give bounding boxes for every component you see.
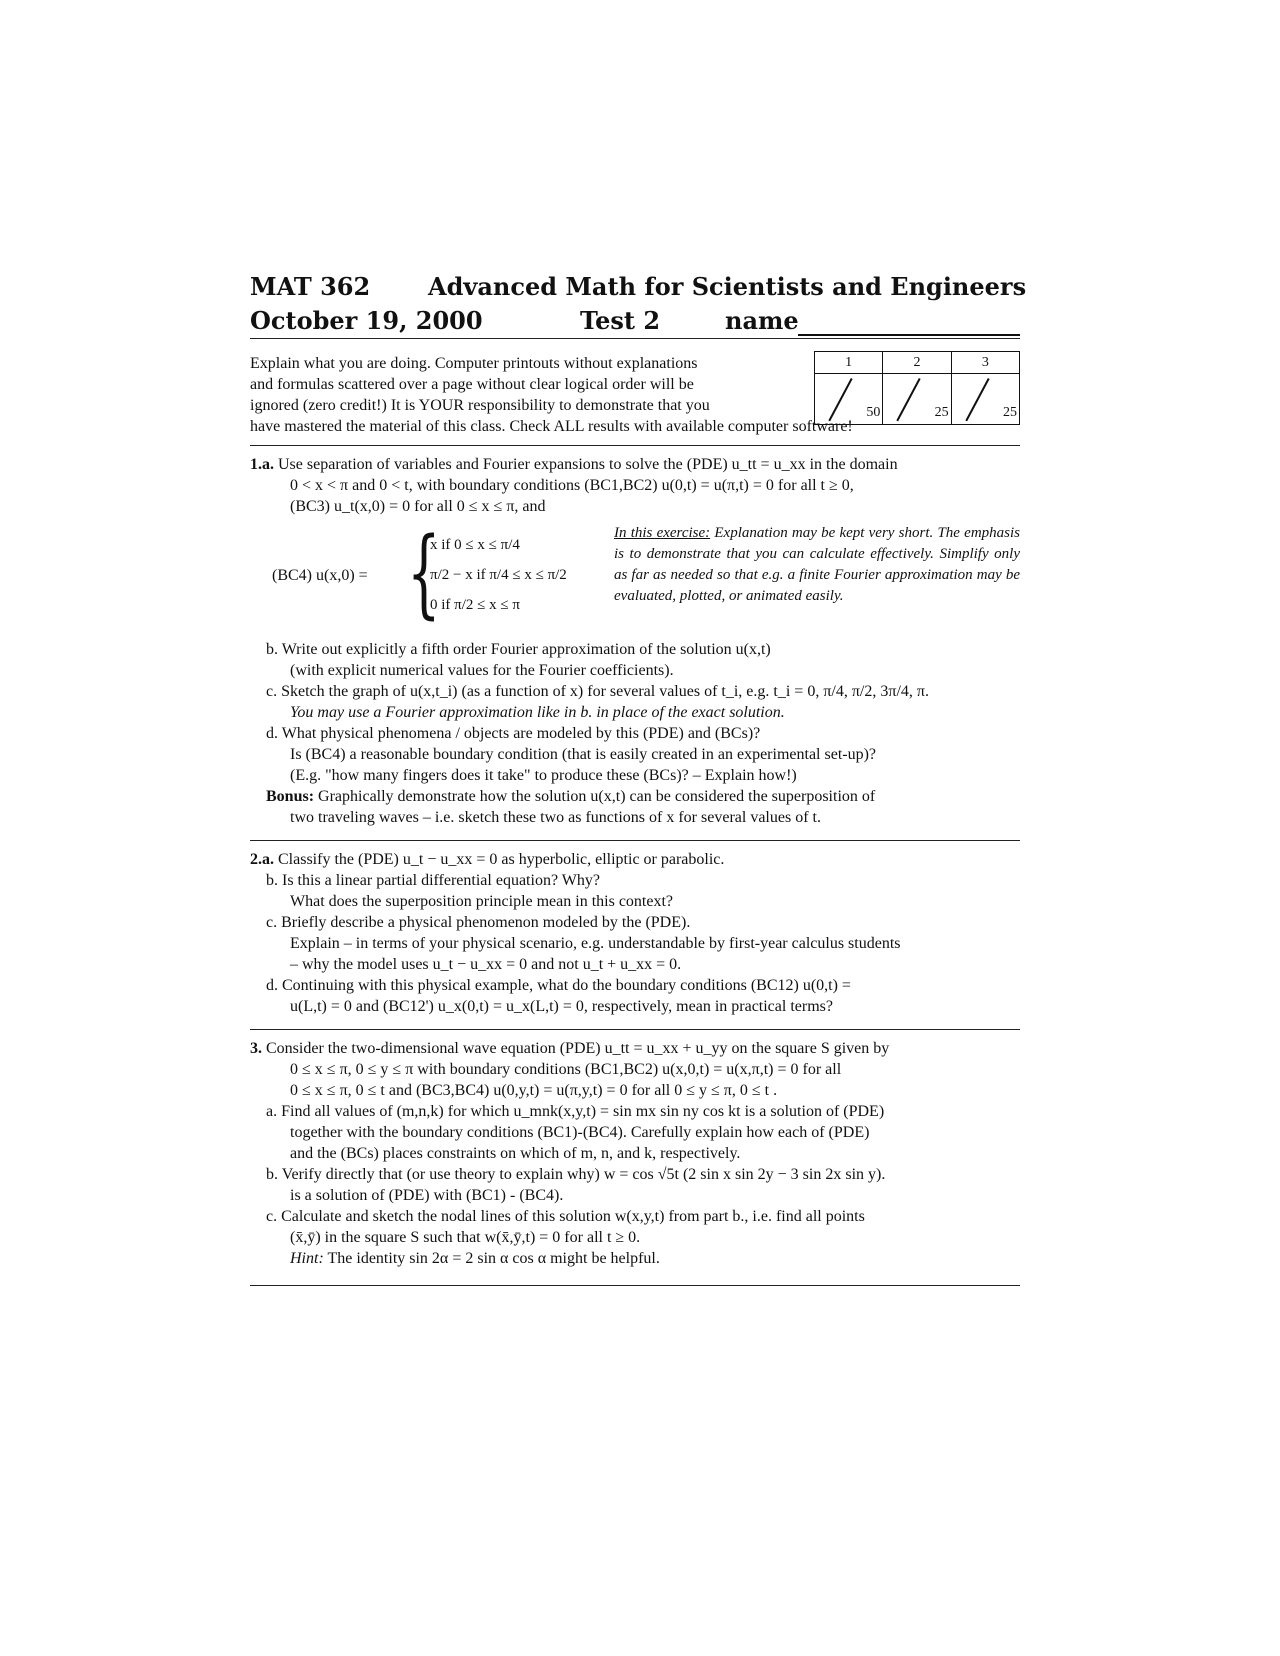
q1a-line-2: 0 < x < π and 0 < t, with boundary conditions (BC1,BC2) u(0,t) = u(π,t) = 0 for all t ≥ 0, (290, 477, 854, 494)
q2c-line-2: Explain – in terms of your physical scenario, e.g. understandable by first-year calculus students (290, 935, 901, 952)
q3-line-3: 0 ≤ x ≤ π, 0 ≤ t and (BC3,BC4) u(0,y,t) = u(π,y,t) = 0 for all 0 ≤ y ≤ π, 0 ≤ t . (290, 1082, 778, 1099)
bc4-case-1: x if 0 ≤ x ≤ π/4 (430, 537, 520, 553)
exercise-note (614, 523, 1020, 607)
q1d-line-2: Is (BC4) a reasonable boundary condition (that is easily created in an experimental set-up)? (290, 746, 877, 763)
q3-line-2: 0 ≤ x ≤ π, 0 ≤ y ≤ π with boundary conditions (BC1,BC2) u(x,0,t) = u(x,π,t) = 0 for all (290, 1061, 842, 1078)
intro-line-4: have mastered the material of this class. Check ALL results with available computer software! (250, 418, 853, 435)
q1a-line-1: Use separation of variables and Fourier expansions to solve the (PDE) u_tt = u_xx in the domain (278, 456, 898, 473)
q1b-line-1: Write out explicitly a fifth order Fourier approximation of the solution u(x,t) (281, 641, 771, 658)
course-code: MAT 362 (250, 272, 371, 301)
q3c-label: c. (266, 1208, 278, 1225)
q1b-line-2: (with explicit numerical values for the Fourier coefficients). (290, 662, 674, 679)
q2c-line-1: Briefly describe a physical phenomenon modeled by the (PDE). (281, 914, 691, 931)
hint-label: Hint: (290, 1250, 324, 1267)
name-field[interactable] (798, 304, 1020, 336)
score-cell-2[interactable] (883, 374, 951, 425)
exam-date: October 19, 2000 (250, 306, 483, 335)
q1d-line-3: (E.g. "how many fingers does it take" to produce these (BCs)? – Explain how!) (290, 767, 797, 784)
bonus-label: Bonus: (266, 788, 315, 805)
header-row-2 (250, 304, 1020, 338)
bc4-definition (250, 517, 1020, 631)
q2d-line-1: Continuing with this physical example, what do the boundary conditions (BC12) u(0,t) = (282, 977, 851, 994)
divider-2 (250, 840, 1020, 841)
intro-line-1: Explain what you are doing. Computer printouts without explanations (250, 355, 698, 372)
q2a-label: 2.a. (250, 851, 274, 868)
q2a-line-1: Classify the (PDE) u_t − u_xx = 0 as hyperbolic, elliptic or parabolic. (278, 851, 725, 868)
q2b-line-2: What does the superposition principle mean in this context? (290, 893, 674, 910)
question-3 (250, 1038, 1020, 1269)
score-header-3: 3 (951, 352, 1019, 374)
bonus-line-2: two traveling waves – i.e. sketch these two as functions of x for several values of t. (290, 809, 821, 826)
score-cell-3[interactable] (951, 374, 1019, 425)
score-header-1: 1 (815, 352, 883, 374)
exam-page (250, 270, 1027, 1286)
q1a-line-3: (BC3) u_t(x,0) = 0 for all 0 ≤ x ≤ π, and (290, 498, 546, 515)
bc4-case-3: 0 if π/2 ≤ x ≤ π (430, 597, 520, 613)
left-brace-icon: { (407, 517, 441, 629)
q1c-line-1: Sketch the graph of u(x,t_i) (as a function of x) for several values of t_i, e.g. t_i = 0, π/4, π/2, 3π/4, π. (281, 683, 929, 700)
divider-1 (250, 445, 1020, 446)
q3-line-1: Consider the two-dimensional wave equation (PDE) u_tt = u_xx + u_yy on the square S given by (266, 1040, 890, 1057)
q3c-line-1: Calculate and sketch the nodal lines of this solution w(x,y,t) from part b., i.e. find all points (281, 1208, 865, 1225)
intro-line-2: and formulas scattered over a page without clear logical order will be (250, 376, 694, 393)
hint-text: The identity sin 2α = 2 sin α cos α might be helpful. (327, 1250, 660, 1267)
bc4-case-2: π/2 − x if π/4 ≤ x ≤ π/2 (430, 567, 567, 583)
q1a-label: 1.a. (250, 456, 274, 473)
question-2 (250, 849, 1020, 1017)
max-points-1: 50 (866, 405, 881, 420)
course-title: Advanced Math for Scientists and Engineers (428, 272, 1027, 301)
q1b-label: b. (266, 641, 278, 658)
bonus-line-1: Graphically demonstrate how the solution u(x,t) can be considered the superposition of (318, 788, 876, 805)
divider-3 (250, 1029, 1020, 1030)
instructions (250, 353, 1020, 437)
q3a-label: a. (266, 1103, 278, 1120)
q2b-line-1: Is this a linear partial differential equation? Why? (282, 872, 600, 889)
q2d-label: d. (266, 977, 278, 994)
q1c-label: c. (266, 683, 278, 700)
q1c-line-2: You may use a Fourier approximation like in b. in place of the exact solution. (290, 704, 785, 721)
q3b-label: b. (266, 1166, 278, 1183)
bc4-label: (BC4) u(x,0) = (272, 567, 368, 584)
q2c-line-3: – why the model uses u_t − u_xx = 0 and not u_t + u_xx = 0. (290, 956, 682, 973)
score-cell-1[interactable] (815, 374, 883, 425)
q3-label: 3. (250, 1040, 262, 1057)
score-table (814, 351, 1020, 425)
q1d-label: d. (266, 725, 278, 742)
max-points-3: 25 (1003, 405, 1017, 420)
q3b-line-2: is a solution of (PDE) with (BC1) - (BC4). (290, 1187, 564, 1204)
header-row-1 (250, 270, 1027, 304)
note-body: Explanation may be kept very short. The emphasis is to demonstrate that you can calculate effectively. Simplify only as far as needed so that e.g. a finite Fourier approximation may be evaluated, plotted, or animated easily. (614, 525, 1020, 604)
max-points-2: 25 (934, 405, 949, 420)
note-heading: In this exercise: (614, 525, 711, 541)
q2c-label: c. (266, 914, 278, 931)
q3b-line-1: Verify directly that (or use theory to explain why) w = cos √5t (2 sin x sin 2y − 3 sin 2x sin y). (281, 1166, 886, 1183)
name-label: name (725, 306, 799, 335)
q2b-label: b. (266, 872, 278, 889)
q3a-line-2: together with the boundary conditions (BC1)-(BC4). Carefully explain how each of (PDE) (290, 1124, 870, 1141)
header-divider (250, 338, 1020, 339)
test-number: Test 2 (580, 306, 661, 335)
q1d-line-1: What physical phenomena / objects are modeled by this (PDE) and (BCs)? (281, 725, 761, 742)
divider-4 (250, 1285, 1020, 1286)
q3c-line-2: (x̄,ȳ) in the square S such that w(x̄,ȳ,t) = 0 for all t ≥ 0. (290, 1229, 641, 1246)
score-header-2: 2 (883, 352, 951, 374)
q2d-line-2: u(L,t) = 0 and (BC12') u_x(0,t) = u_x(L,t) = 0, respectively, mean in practical terms? (290, 998, 833, 1015)
q3a-line-3: and the (BCs) places constraints on which of m, n, and k, respectively. (290, 1145, 741, 1162)
intro-line-3: ignored (zero credit!) It is YOUR responsibility to demonstrate that you (250, 397, 710, 414)
q3a-line-1: Find all values of (m,n,k) for which u_mnk(x,y,t) = sin mx sin ny cos kt is a solution of (PDE) (281, 1103, 885, 1120)
question-1 (250, 454, 1020, 828)
